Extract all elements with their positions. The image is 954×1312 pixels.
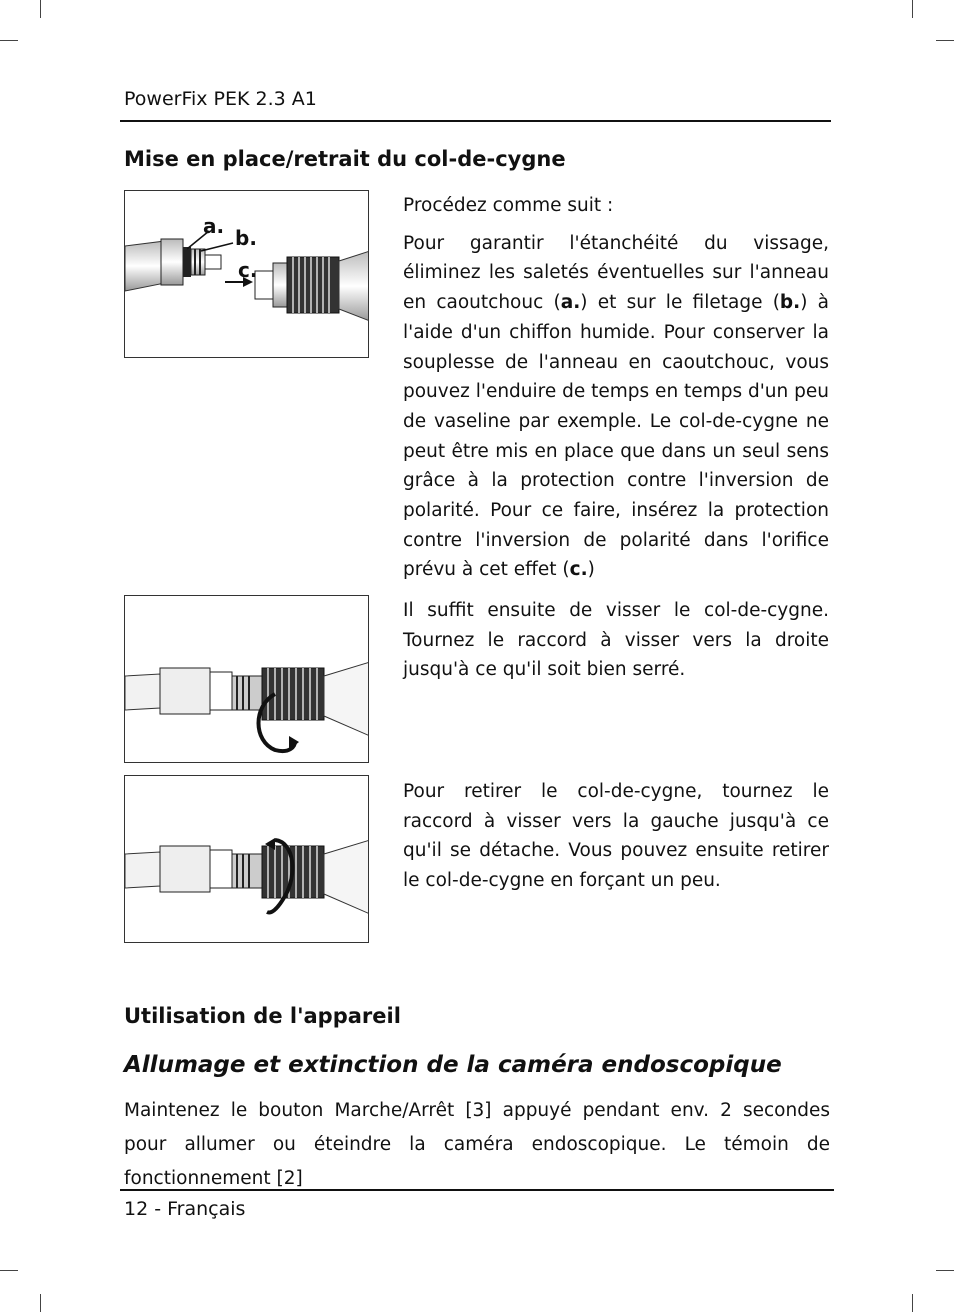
figure-gooseneck-remove — [124, 775, 369, 943]
paragraph-remove: Pour retirer le col-de-cygne, tournez le raccord à visser vers la gauche jusqu'à ce qu'il se détache. Vous pouvez ensuite retirer le col-de-cygne en forçant un peu. — [403, 781, 829, 892]
crop-mark — [912, 0, 913, 18]
page-header: PowerFix PEK 2.3 A1 — [124, 88, 317, 110]
paragraph-cleaning: Pour garantir l'étanchéité du vissage, éliminez les saletés éventuelles sur l'anneau en caoutchouc (a.) et sur le filetage (b.) à l'aide d'un chiffon humide. Pour conserver la souplesse de l'anneau en caoutchouc, vous pouvez l'enduire de temps en temps d'un peu de vaseline par exemple. Le col-de-cygne ne peut être mis en place que dans un seul sens grâce à la protection contre l'inversion de polarité. Pour ce faire, insérez la protection contre l'inversion de polarité dans l'orifice prévu à cet effet (c.) — [403, 232, 829, 581]
instructions-block-1 — [403, 191, 829, 591]
crop-mark — [936, 40, 954, 41]
crop-mark — [912, 1294, 913, 1312]
section-heading-usage: Utilisation de l'appareil — [124, 1004, 401, 1028]
crop-mark — [40, 1294, 41, 1312]
figure-gooseneck-screw-in — [124, 595, 369, 763]
figure-gooseneck-attach — [124, 190, 369, 358]
header-rule — [120, 120, 831, 122]
crop-mark — [40, 0, 41, 18]
instructions-block-3 — [403, 777, 829, 902]
crop-mark — [936, 1270, 954, 1271]
figure-label-a: a. — [203, 214, 225, 238]
page-footer: 12 - Français — [124, 1198, 246, 1220]
crop-mark — [0, 1270, 18, 1271]
footer-rule — [120, 1189, 834, 1191]
section-heading-gooseneck: Mise en place/retrait du col-de-cygne — [124, 147, 566, 171]
figure-label-c: c. — [238, 258, 258, 282]
intro-text: Procédez comme suit : — [403, 195, 614, 216]
figure-label-b: b. — [235, 226, 257, 250]
instructions-block-2 — [403, 596, 829, 691]
paragraph-screw-in: Il suffit ensuite de visser le col-de-cygne. Tournez le raccord à visser vers la droite jusqu'à ce qu'il soit bien serré. — [403, 600, 829, 681]
subsection-heading-power: Allumage et extinction de la caméra endoscopique — [124, 1052, 782, 1078]
paragraph-power: Maintenez le bouton Marche/Arrêt [3] appuyé pendant env. 2 secondes pour allumer ou éteindre la caméra endoscopique. Le témoin de fonctionnement [2] — [124, 1100, 830, 1189]
crop-mark — [0, 40, 18, 41]
